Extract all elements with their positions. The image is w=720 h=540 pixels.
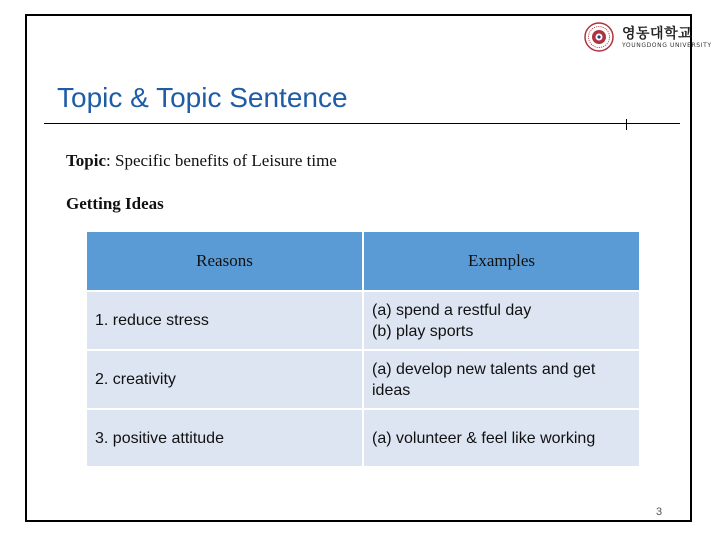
- example-item: (b) play sports: [372, 322, 474, 340]
- table-row: [86, 291, 640, 350]
- title-divider: [44, 123, 680, 124]
- examples-cell: [363, 350, 640, 409]
- title-divider-tick: [626, 119, 627, 130]
- ideas-table: [85, 230, 641, 468]
- topic-text: : Specific benefits of Leisure time: [106, 151, 337, 170]
- table-row: [86, 350, 640, 409]
- reason-cell: 3. positive attitude: [86, 409, 363, 467]
- example-item: (a) develop new talents and get ideas: [372, 360, 596, 399]
- university-logo: [584, 22, 712, 54]
- table-header-row: [86, 231, 640, 291]
- example-item: (a) volunteer & feel like working: [372, 429, 596, 447]
- logo-english-name: YOUNGDONG UNIVERSITY: [622, 42, 712, 49]
- university-seal-icon: [584, 22, 614, 52]
- reason-cell: 2. creativity: [86, 350, 363, 409]
- column-header-examples: Examples: [363, 231, 640, 291]
- page-title: Topic & Topic Sentence: [57, 82, 348, 113]
- topic-line: [66, 151, 337, 171]
- column-header-reasons: Reasons: [86, 231, 363, 291]
- logo-korean-name: 영동대학교: [622, 26, 693, 42]
- table-row: [86, 409, 640, 467]
- reason-cell: 1. reduce stress: [86, 291, 363, 350]
- getting-ideas-heading: Getting Ideas: [66, 194, 164, 213]
- examples-cell: [363, 409, 640, 467]
- example-item: (a) spend a restful day: [372, 301, 532, 319]
- page-number: 3: [656, 506, 663, 518]
- topic-label: Topic: [66, 151, 107, 170]
- examples-cell: [363, 291, 640, 350]
